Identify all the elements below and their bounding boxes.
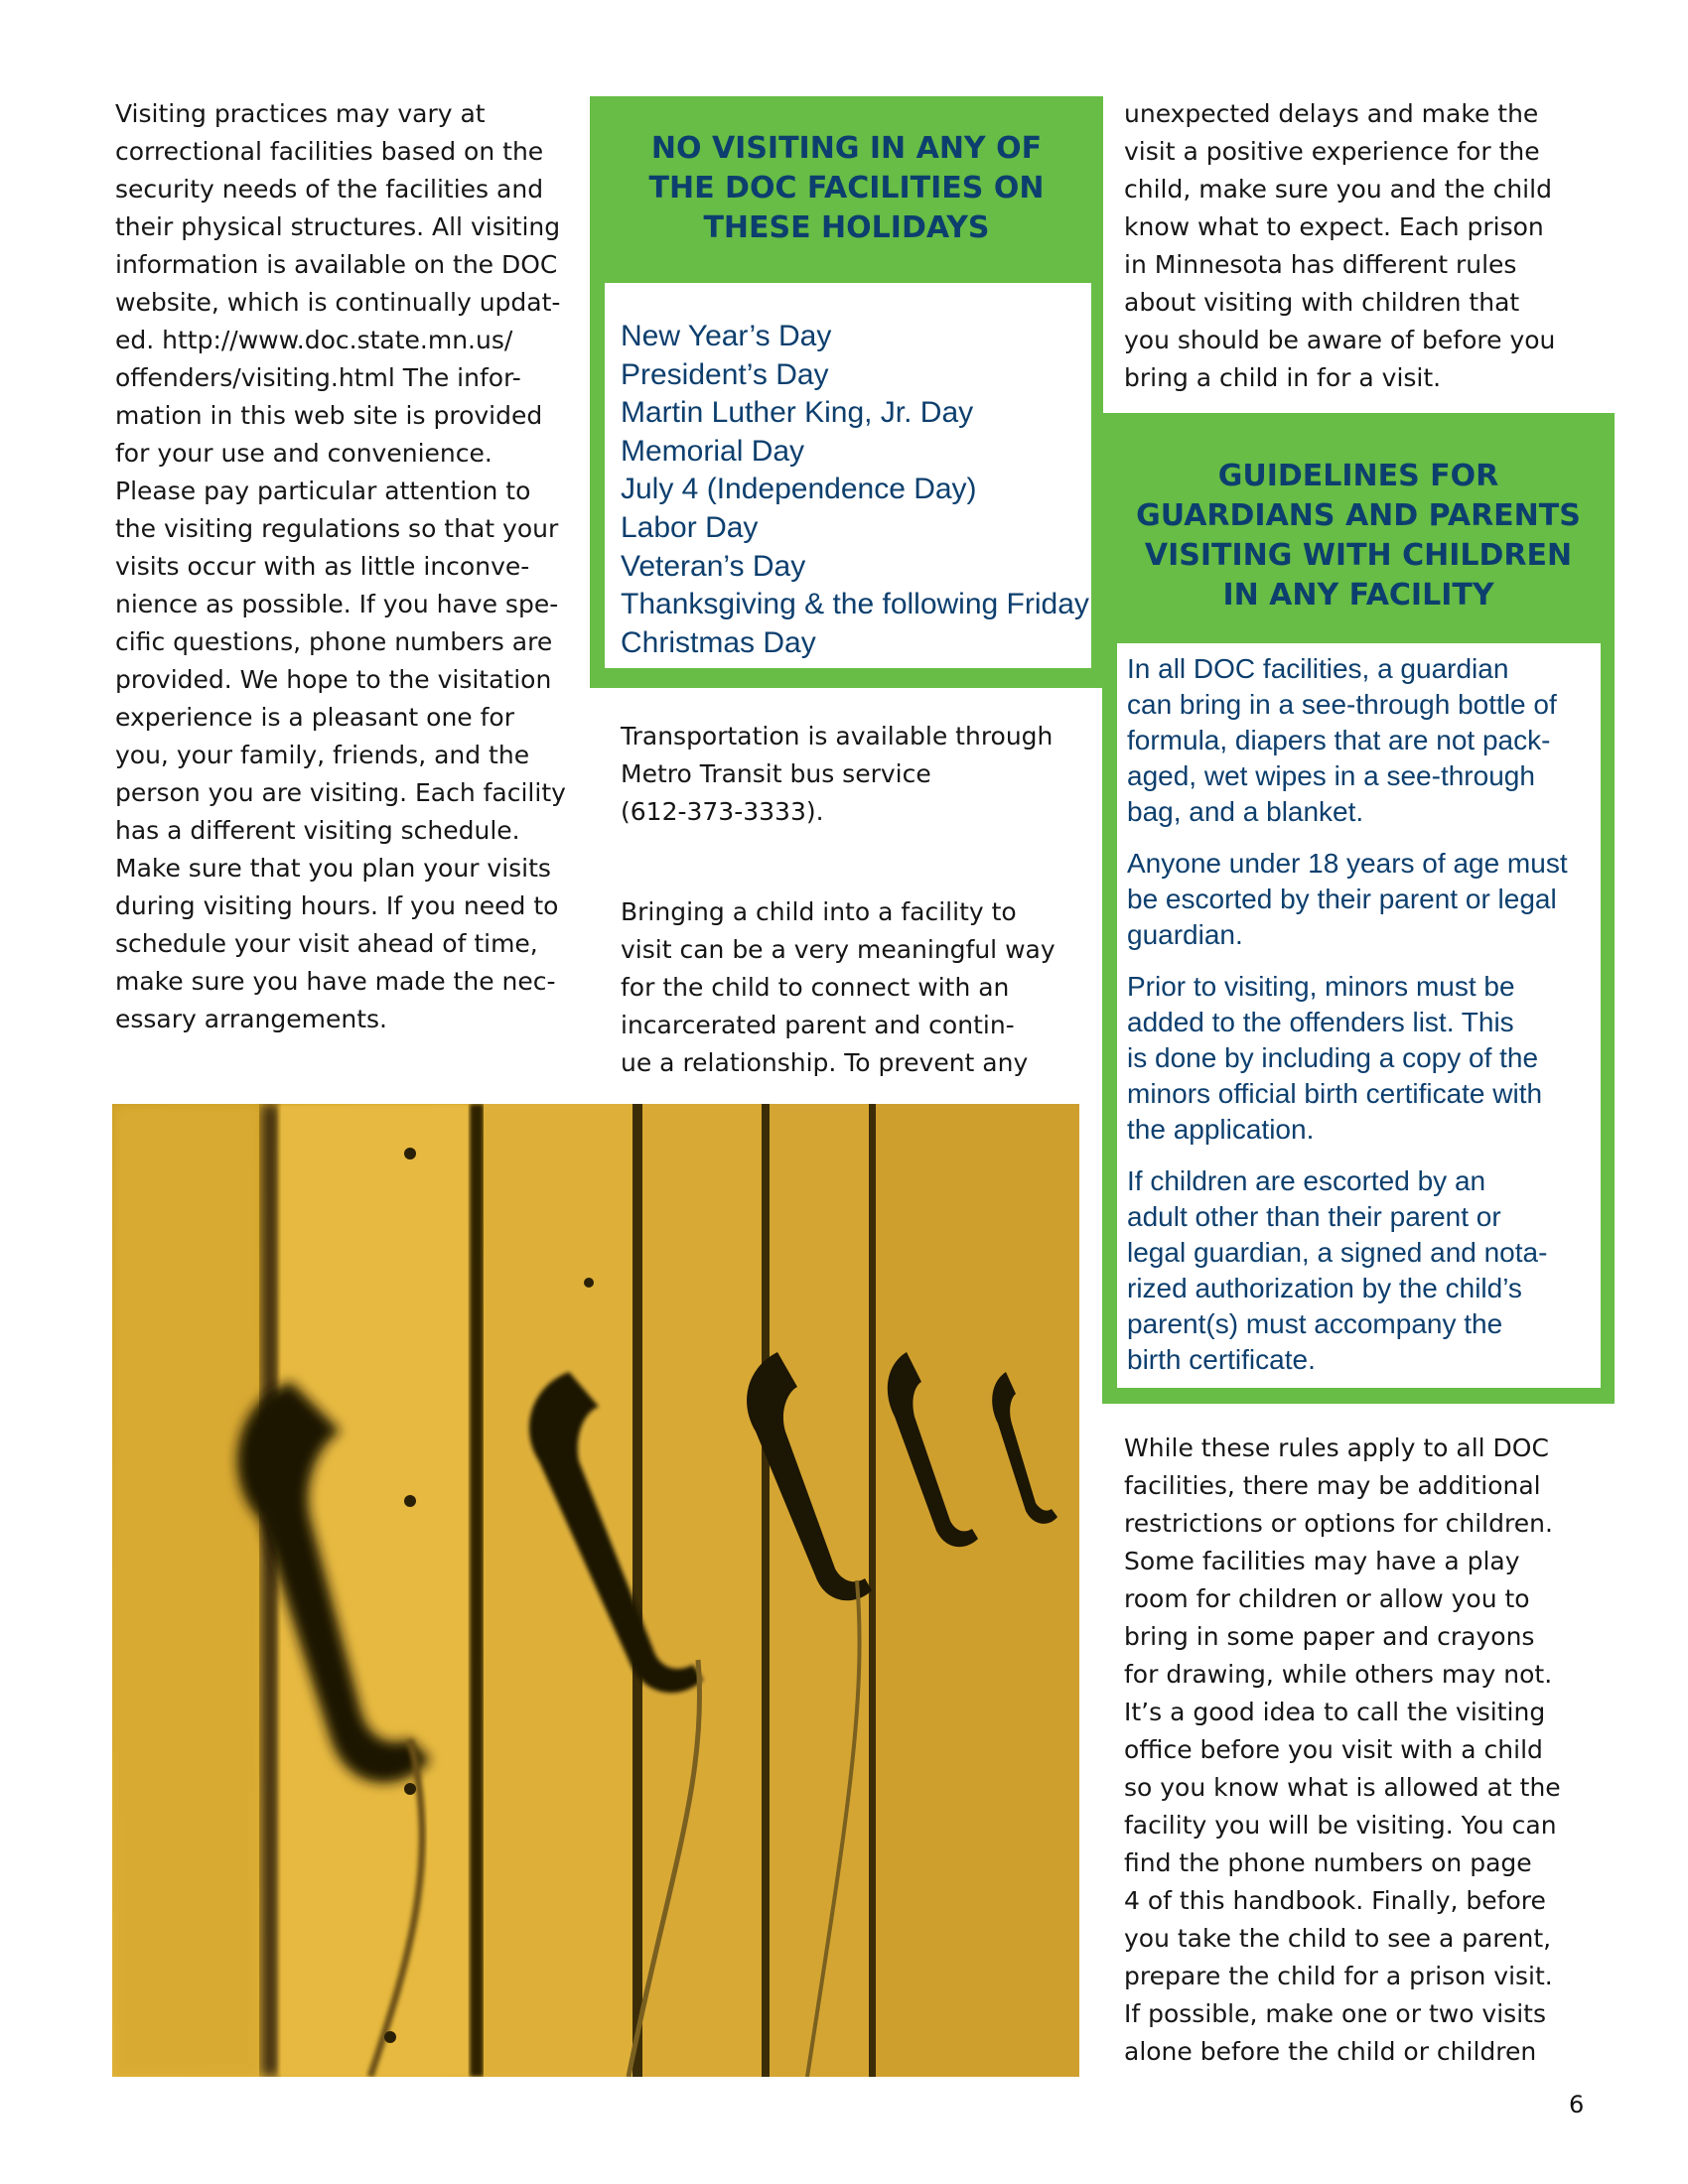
holiday-item: Veteran’s Day [621,549,806,583]
text-line: make sure you have made the nec- [115,967,556,996]
holiday-item: Martin Luther King, Jr. Day [621,396,974,430]
text-line: minors official birth certificate with [1127,1078,1543,1109]
child-visit-continued [1124,95,1620,397]
text-line: nience as possible. If you have spe- [115,590,559,618]
text-line: visits occur with as little inconve- [115,552,530,581]
text-line: for your use and convenience. [115,439,492,468]
text-line: facility you will be visiting. You can [1124,1811,1557,1840]
text-line: In all DOC facilities, a guardian [1127,653,1509,684]
guideline-offenders-list [1127,969,1599,1148]
text-line: Transportation is available through [621,722,1054,751]
text-line: guardian. [1127,919,1243,950]
text-line: birth certificate. [1127,1344,1316,1375]
text-line: Visiting practices may vary at [115,99,486,128]
guidelines-panel [1117,643,1601,1388]
text-line: experience is a pleasant one for [115,703,514,732]
page-number: 6 [1569,2091,1585,2118]
holidays-heading [590,129,1103,248]
guidelines-heading [1102,457,1615,615]
text-line: you should be aware of before you [1124,326,1556,354]
holidays-list-panel [605,283,1091,668]
heading-line: THE DOC FACILITIES ON [648,171,1045,205]
text-line: legal guardian, a signed and nota- [1127,1237,1548,1268]
text-line: Metro Transit bus service [621,759,931,788]
text-line: added to the offenders list. This [1127,1007,1514,1037]
text-line: mation in this web site is provided [115,401,543,430]
text-line: information is available on the DOC [115,250,558,279]
payphones-photo [112,1104,1079,2077]
text-line: offenders/visiting.html The infor- [115,363,521,392]
text-line: cific questions, phone numbers are [115,627,553,656]
text-line: child, make sure you and the child [1124,175,1552,204]
text-line: visit a positive experience for the [1124,137,1540,166]
text-line: aged, wet wipes in a see-through [1127,760,1535,791]
text-line: for drawing, while others may not. [1124,1660,1553,1689]
heading-line: GUIDELINES FOR [1217,459,1499,493]
text-line: incarcerated parent and contin- [621,1011,1015,1039]
text-line: bag, and a blanket. [1127,796,1364,827]
text-line: is done by including a copy of the [1127,1042,1539,1073]
holiday-item: New Year’s Day [621,320,832,352]
text-line: the visiting regulations so that your [115,514,559,543]
text-line: you, your family, friends, and the [115,741,530,769]
text-line: If possible, make one or two visits [1124,1999,1546,2028]
text-line: adult other than their parent or [1127,1201,1501,1232]
text-line: prepare the child for a prison visit. [1124,1962,1553,1990]
guideline-supplies [1127,651,1599,830]
text-line: Anyone under 18 years of age must [1127,848,1568,879]
text-line: If children are escorted by an [1127,1165,1486,1196]
text-line: Bringing a child into a facility to [621,897,1017,926]
heading-line: VISITING WITH CHILDREN [1144,538,1573,573]
text-line: the application. [1127,1114,1315,1145]
text-line: alone before the child or children [1124,2037,1537,2066]
text-line: their physical structures. All visiting [115,212,561,241]
holiday-item: Memorial Day [621,434,805,468]
holiday-item: Thanksgiving & the following Friday [621,588,1089,621]
text-line: room for children or allow you to [1124,1584,1530,1613]
additional-restrictions-paragraph [1124,1430,1620,2071]
text-line: (612-373-3333). [621,797,824,826]
text-line: bring a child in for a visit. [1124,363,1442,392]
text-line: It’s a good idea to call the visiting [1124,1698,1546,1726]
text-line: for the child to connect with an [621,973,1010,1002]
text-line: office before you visit with a child [1124,1735,1543,1764]
text-line: Please pay particular attention to [115,477,531,505]
text-line: know what to expect. Each prison [1124,212,1544,241]
text-line: ed. http://www.doc.state.mn.us/ [115,326,513,354]
text-line: during visiting hours. If you need to [115,891,559,920]
text-line: parent(s) must accompany the [1127,1308,1503,1339]
holiday-list [621,318,1087,662]
text-line: Some facilities may have a play [1124,1547,1520,1575]
holiday-item: President’s Day [621,357,829,391]
heading-line: GUARDIANS AND PARENTS [1136,498,1581,533]
text-line: be escorted by their parent or legal [1127,884,1557,914]
text-line: While these rules apply to all DOC [1124,1433,1549,1462]
text-line: schedule your visit ahead of time, [115,929,538,958]
heading-line: THESE HOLIDAYS [703,210,990,245]
text-line: rized authorization by the child’s [1127,1273,1522,1303]
guideline-escort [1127,846,1599,953]
text-line: visit can be a very meaningful way [621,935,1055,964]
heading-line: NO VISITING IN ANY OF [650,131,1043,166]
text-line: find the phone numbers on page [1124,1848,1532,1877]
text-line: website, which is continually updat- [115,288,561,317]
text-line: ue a relationship. To prevent any [621,1048,1029,1077]
holiday-item: Labor Day [621,510,759,544]
holiday-item: July 4 (Independence Day) [621,473,977,506]
text-line: you take the child to see a parent, [1124,1924,1552,1953]
text-line: bring in some paper and crayons [1124,1622,1535,1651]
text-line: has a different visiting schedule. [115,816,520,845]
text-line: provided. We hope to the visitation [115,665,552,694]
text-line: formula, diapers that are not pack- [1127,725,1551,755]
text-line: Make sure that you plan your visits [115,854,551,883]
text-line: in Minnesota has different rules [1124,250,1517,279]
text-line: person you are visiting. Each facility [115,778,566,807]
child-visit-paragraph [621,893,1087,1082]
text-line: essary arrangements. [115,1005,387,1033]
text-line: Prior to visiting, minors must be [1127,971,1515,1002]
text-line: restrictions or options for children. [1124,1509,1553,1538]
text-line: unexpected delays and make the [1124,99,1539,128]
text-line: about visiting with children that [1124,288,1520,317]
transportation-paragraph [621,718,1087,831]
intro-paragraph [115,95,582,1038]
text-line: correctional facilities based on the [115,137,544,166]
text-line: security needs of the facilities and [115,175,544,204]
holiday-item: Christmas Day [621,625,816,659]
heading-line: IN ANY FACILITY [1222,578,1494,613]
text-line: 4 of this handbook. Finally, before [1124,1886,1546,1915]
text-line: facilities, there may be additional [1124,1471,1541,1500]
guideline-authorization [1127,1163,1599,1378]
text-line: so you know what is allowed at the [1124,1773,1561,1802]
text-line: can bring in a see-through bottle of [1127,689,1557,720]
